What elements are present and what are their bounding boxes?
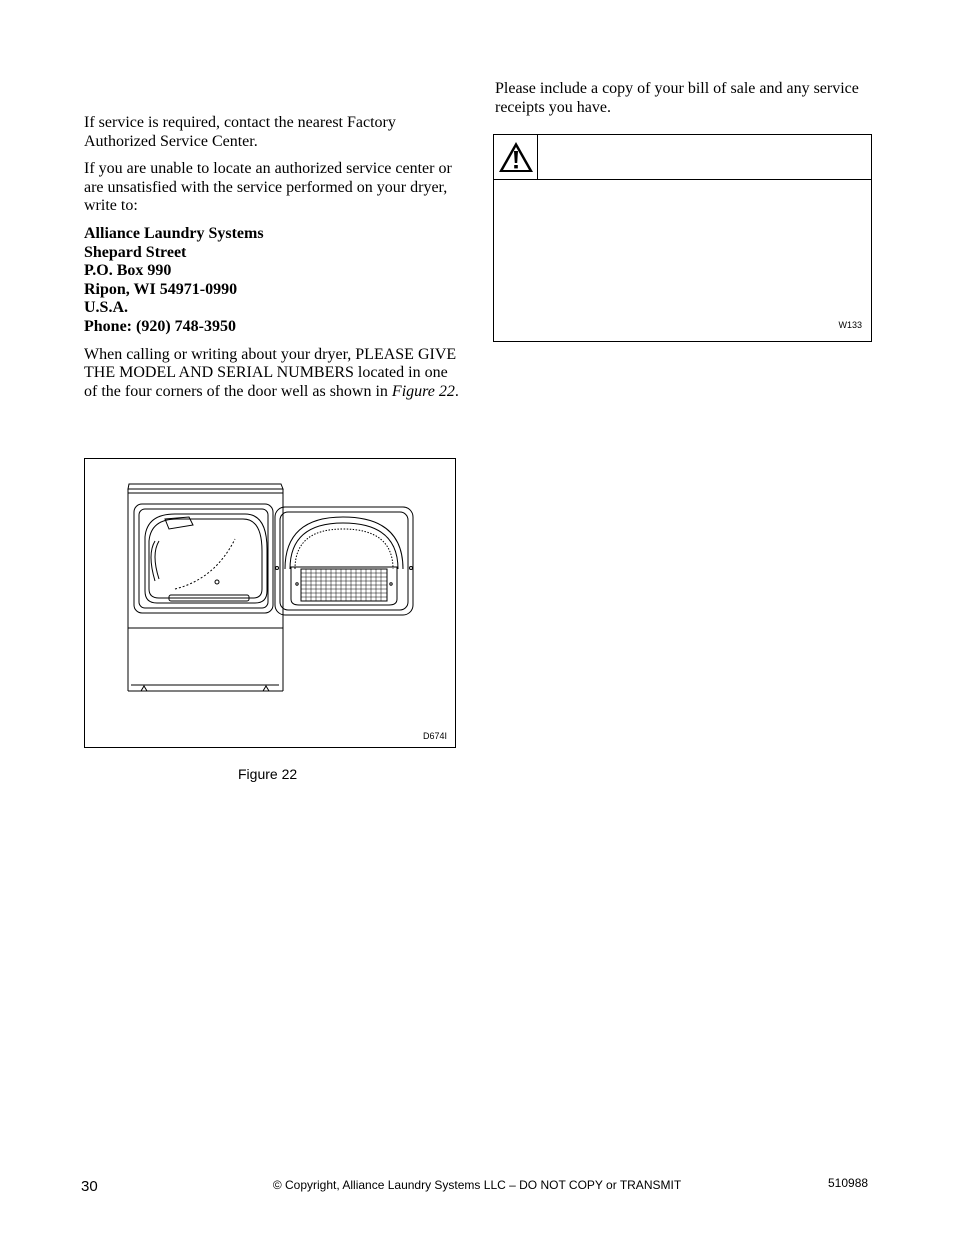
address-line: Phone: (920) 748-3950 [84, 317, 236, 335]
service-intro-text: If service is required, contact the nearest Factory Authorized Service Center. [84, 114, 396, 150]
left-column [84, 114, 460, 410]
copyright-notice: © Copyright, Alliance Laundry Systems LLC – DO NOT COPY or TRANSMIT [272, 1178, 682, 1192]
warning-header [494, 135, 871, 180]
figure-caption: Figure 22 [238, 766, 298, 782]
warning-triangle-icon [497, 140, 535, 174]
address-line: U.S.A. [84, 299, 129, 317]
address-line: P.O. Box 990 [84, 262, 172, 280]
figure-reference: Figure 22 [391, 382, 455, 400]
address-line: Shepard Street [84, 243, 187, 261]
bill-of-sale-text: Please include a copy of your bill of sale and any service receipts you have. [495, 80, 859, 116]
warning-icon-cell [494, 135, 538, 179]
warning-code: W133 [838, 320, 862, 330]
model-serial-text: When calling or writing about your dryer, PLEASE GIVE THE MODEL AND SERIAL NUMBERS located in one of the four corners of the door well as shown in Figure 22. [84, 345, 459, 400]
dryer-open-door-illustration [85, 459, 457, 749]
figure-code: D674I [422, 731, 447, 741]
page-number: 30 [81, 1178, 98, 1195]
document-number: 510988 [828, 1176, 869, 1190]
figure-22-frame [84, 458, 456, 748]
page-footer [0, 1176, 954, 1196]
address-line: Alliance Laundry Systems [84, 224, 264, 242]
service-center-text: If you are unable to locate an authorized service center or are unsatisfied with the service performed on your dryer, write to: [84, 160, 452, 215]
warning-box [493, 134, 872, 342]
right-column [495, 80, 873, 126]
address-line: Ripon, WI 54971-0990 [84, 280, 238, 298]
mailing-address [84, 225, 460, 337]
